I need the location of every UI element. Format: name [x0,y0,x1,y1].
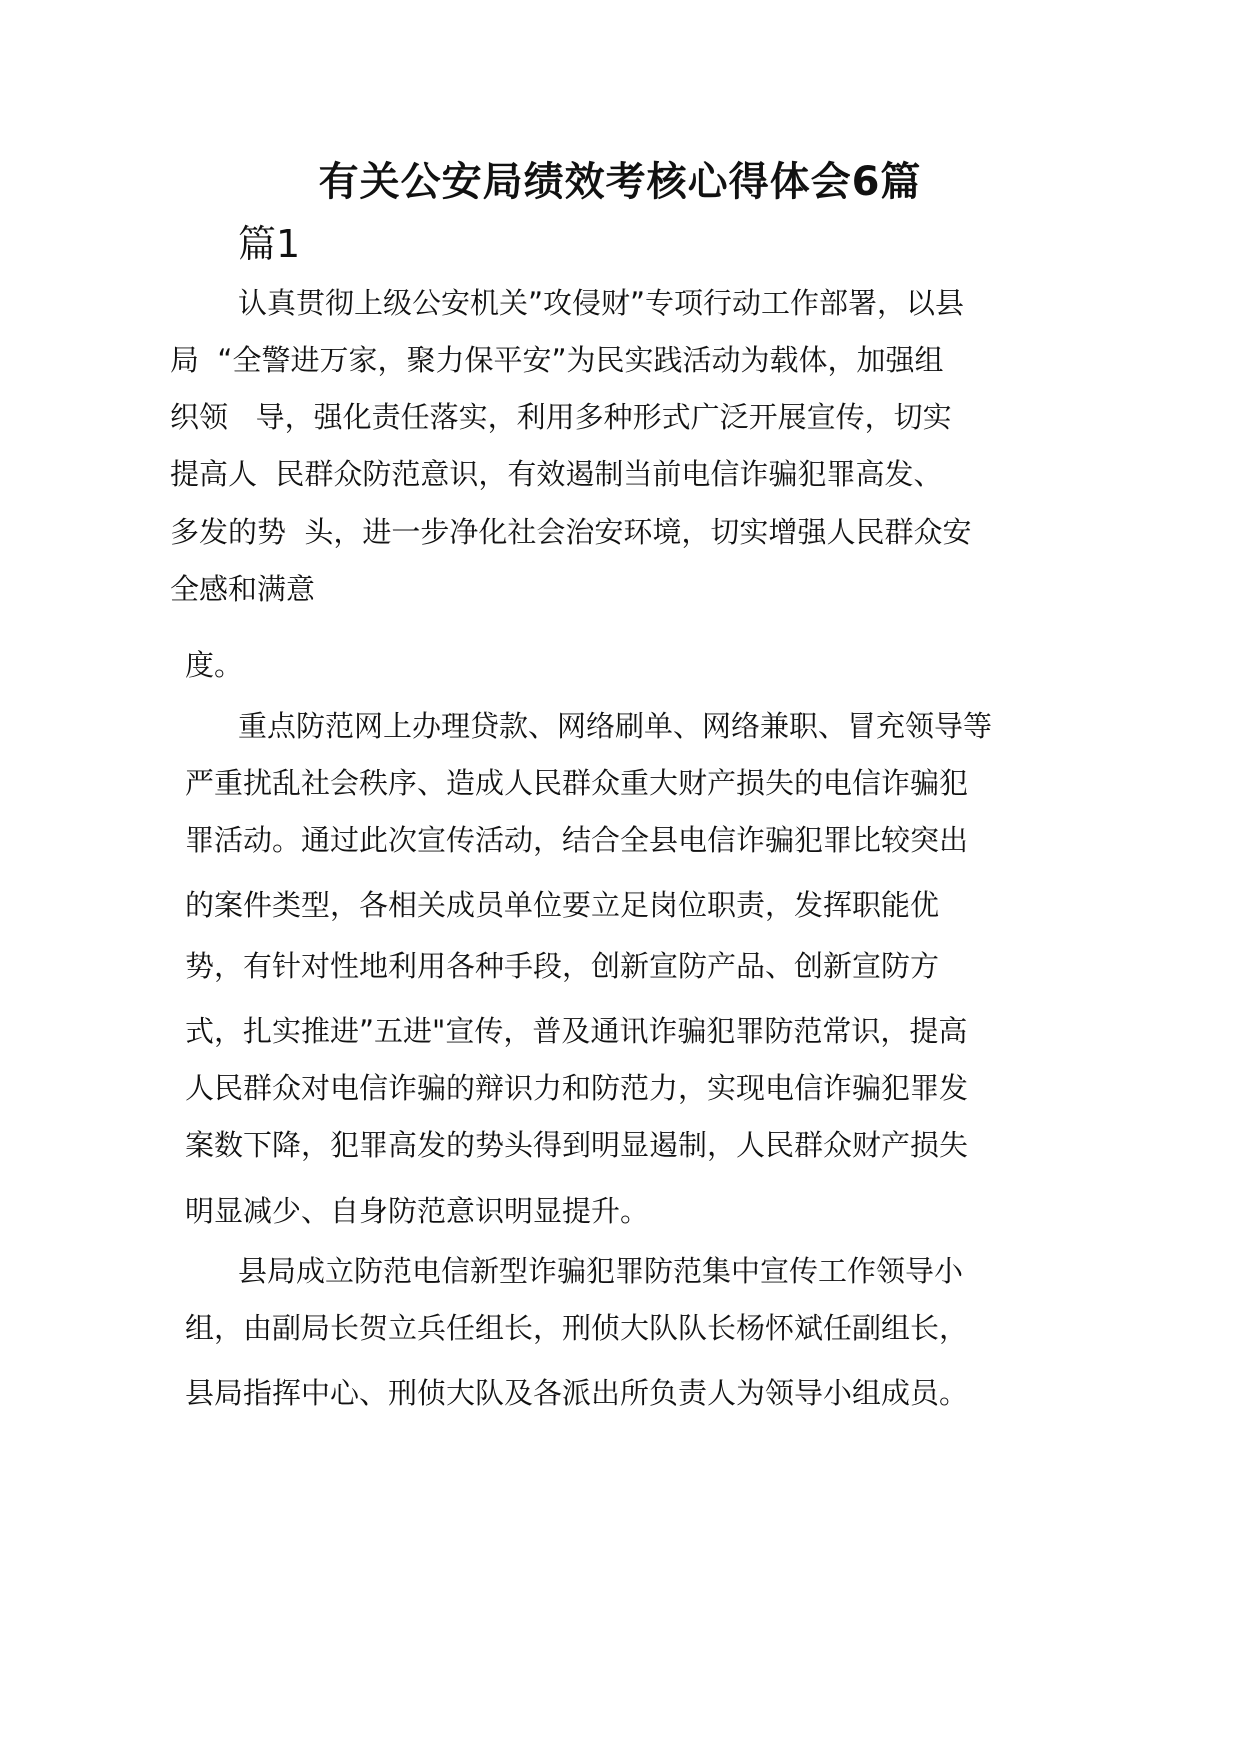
section-heading: 篇1 [238,222,301,266]
paragraph-3-line-3: 县局指挥中心、刑侦大队及各派出所负责人为领导小组成员。 [185,1376,969,1410]
paragraph-2-line-2: 严重扰乱社会秩序、造成人民群众重大财产损失的电信诈骗犯 [185,766,969,800]
paragraph-2-line-1: 重点防范网上办理贷款、网络刷单、网络兼职、冒充领导等 [238,709,993,743]
paragraph-2-line-4: 的案件类型，各相关成员单位要立足岗位职责，发挥职能优 [185,888,940,922]
paragraph-1-line-4: 提高人 民群众防范意识，有效遏制当前电信诈骗犯罪高发、 [170,457,943,491]
paragraph-2-line-8: 案数下降，犯罪高发的势头得到明显遏制，人民群众财产损失 [185,1128,969,1162]
paragraph-2-line-9: 明显减少、自身防范意识明显提升。 [185,1194,650,1228]
paragraph-3-line-1: 县局成立防范电信新型诈骗犯罪防范集中宣传工作领导小 [238,1254,964,1288]
paragraph-1-line-1: 认真贯彻上级公安机关”攻侵财”专项行动工作部署，以县 [238,286,965,320]
paragraph-2-line-3: 罪活动。通过此次宣传活动，结合全县电信诈骗犯罪比较突出 [185,823,969,857]
paragraph-1-line-6: 全感和满意 [170,572,316,606]
paragraph-1-line-2: 局 “全警进万家，聚力保平安”为民实践活动为载体，加强组 [170,343,944,377]
paragraph-3-line-2: 组，由副局长贺立兵任组长，刑侦大队队长杨怀斌任副组长， [185,1311,969,1345]
paragraph-1-line-3: 织领 导，强化责任落实，利用多种形式广泛开展宣传，切实 [170,400,952,434]
paragraph-1-tail: 度。 [185,648,244,682]
paragraph-2-line-6: 式，扎实推进”五进"宣传，普及通讯诈骗犯罪防范常识，提高 [185,1014,968,1048]
paragraph-1-line-5: 多发的势 头，进一步净化社会治安环境，切实增强人民群众安 [170,515,972,549]
paragraph-2-line-7: 人民群众对电信诈骗的辩识力和防范力，实现电信诈骗犯罪发 [185,1071,969,1105]
document-title: 有关公安局绩效考核心得体会6篇 [318,159,922,205]
paragraph-2-line-5: 势，有针对性地利用各种手段，创新宣防产品、创新宣防方 [185,949,940,983]
